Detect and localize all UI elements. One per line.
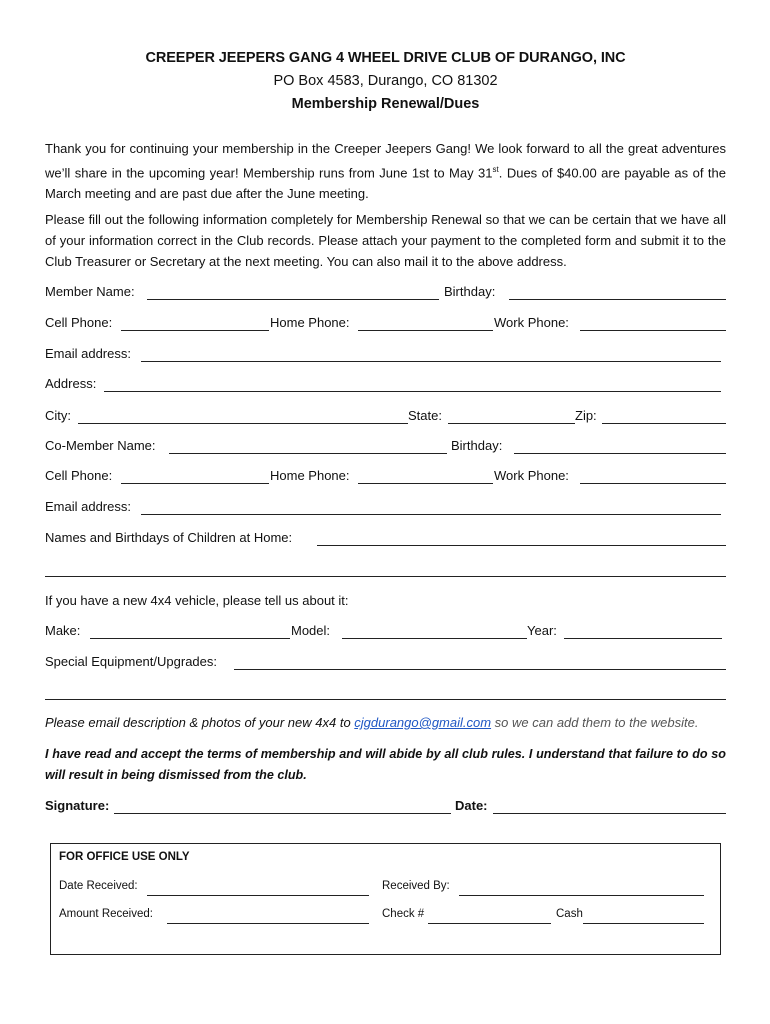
co-member-cell-phone-label: Cell Phone:	[45, 468, 113, 483]
special-equipment-label: Special Equipment/Upgrades:	[45, 654, 217, 669]
intro-text-b: . Dues of $40.00 are payable as of the March meeting and are past due after the June meeting.	[45, 165, 727, 202]
co-member-home-phone-label: Home Phone:	[270, 468, 350, 483]
children-field[interactable]	[317, 545, 726, 546]
co-member-work-phone-field[interactable]	[580, 483, 726, 484]
member-cell-phone-label: Cell Phone:	[45, 315, 113, 330]
member-birthday-field[interactable]	[509, 299, 726, 300]
year-field[interactable]	[564, 638, 722, 639]
signature-field[interactable]	[114, 813, 451, 814]
signature-label: Signature:	[45, 798, 110, 813]
photo-note-after: so we can add them to the website.	[491, 715, 699, 730]
member-phone-row	[45, 315, 726, 333]
co-member-cell-phone-field[interactable]	[121, 483, 269, 484]
date-received-label: Date Received:	[59, 880, 138, 892]
intro-paragraph-2: Please fill out the following information completely for Membership Renewal so that we can be certain that we have all of your information correct in the Club records. Please attach your payment to the completed form and submit it to the Club Treasurer or Secretary at the next meeting. You can also mail it to the above address.	[45, 212, 726, 269]
member-cell-phone-field[interactable]	[121, 330, 269, 331]
member-email-row	[45, 346, 726, 364]
member-home-phone-field[interactable]	[358, 330, 493, 331]
member-name-row	[45, 284, 726, 302]
special-equipment-row	[45, 654, 726, 672]
club-address: PO Box 4583, Durango, CO 81302	[273, 73, 498, 89]
member-name-label: Member Name:	[45, 284, 135, 299]
co-member-home-phone-field[interactable]	[358, 483, 493, 484]
signature-date-field[interactable]	[493, 813, 726, 814]
state-label: State:	[408, 408, 442, 423]
co-member-email-field[interactable]	[141, 514, 721, 515]
co-member-email-label: Email address:	[45, 499, 131, 514]
city-state-zip-row	[45, 408, 726, 426]
member-home-phone-label: Home Phone:	[270, 315, 350, 330]
city-label: City:	[45, 408, 71, 423]
office-amount-row	[59, 908, 709, 926]
signature-row	[45, 798, 726, 816]
co-member-email-row	[45, 499, 726, 517]
received-by-field[interactable]	[459, 895, 704, 896]
children-field-line-2[interactable]	[45, 576, 726, 577]
co-member-phone-row	[45, 468, 726, 486]
member-email-field[interactable]	[141, 361, 721, 362]
year-label: Year:	[527, 623, 557, 638]
zip-label: Zip:	[575, 408, 597, 423]
terms-statement: I have read and accept the terms of membership and will abide by all club rules. I understand that failure to do so will result in being dismissed from the club.	[45, 747, 726, 782]
cash-field[interactable]	[583, 923, 704, 924]
intro-superscript: st	[492, 165, 499, 174]
address-label: Address:	[45, 376, 97, 391]
form-subtitle: Membership Renewal/Dues	[291, 96, 480, 112]
member-name-field[interactable]	[147, 299, 439, 300]
check-number-label: Check #	[382, 908, 425, 920]
children-row	[45, 530, 726, 548]
office-received-row	[59, 880, 709, 898]
special-equipment-field[interactable]	[234, 669, 726, 670]
model-field[interactable]	[342, 638, 527, 639]
cash-label: Cash	[556, 908, 583, 920]
amount-received-field[interactable]	[167, 923, 369, 924]
member-email-label: Email address:	[45, 346, 131, 361]
co-member-work-phone-label: Work Phone:	[494, 468, 569, 483]
make-field[interactable]	[90, 638, 290, 639]
member-work-phone-label: Work Phone:	[494, 315, 569, 330]
special-equipment-line-2[interactable]	[45, 699, 726, 700]
signature-date-label: Date:	[455, 798, 488, 813]
address-field[interactable]	[104, 391, 721, 392]
club-email-link[interactable]: cjgdurango@gmail.com	[354, 715, 492, 730]
zip-field[interactable]	[602, 423, 726, 424]
photo-note-before: Please email description & photos of your new 4x4 to	[45, 715, 355, 730]
office-use-title: FOR OFFICE USE ONLY	[59, 851, 190, 863]
co-member-row	[45, 438, 726, 456]
model-label: Model:	[291, 623, 331, 638]
co-member-name-field[interactable]	[169, 453, 447, 454]
co-member-name-label: Co-Member Name:	[45, 438, 156, 453]
address-row	[45, 376, 726, 394]
make-label: Make:	[45, 623, 81, 638]
vehicle-prompt: If you have a new 4x4 vehicle, please tell us about it:	[45, 593, 349, 608]
state-field[interactable]	[448, 423, 575, 424]
intro-text-a: Thank you for continuing your membership in the Creeper Jeepers Gang! We look forward to all the great adventures we’ll share in the upcoming year! Membership runs from June 1st to May 31	[45, 141, 726, 181]
intro-paragraph-1	[45, 138, 726, 204]
city-field[interactable]	[78, 423, 408, 424]
vehicle-row	[45, 623, 726, 641]
received-by-label: Received By:	[382, 880, 450, 892]
children-label: Names and Birthdays of Children at Home:	[45, 530, 293, 545]
amount-received-label: Amount Received:	[59, 908, 153, 920]
member-work-phone-field[interactable]	[580, 330, 726, 331]
co-member-birthday-label: Birthday:	[451, 438, 503, 453]
member-birthday-label: Birthday:	[444, 284, 496, 299]
office-use-box	[50, 843, 721, 955]
date-received-field[interactable]	[147, 895, 369, 896]
check-number-field[interactable]	[428, 923, 551, 924]
co-member-birthday-field[interactable]	[514, 453, 726, 454]
club-title: CREEPER JEEPERS GANG 4 WHEEL DRIVE CLUB OF DURANGO, INC	[145, 50, 626, 66]
photo-note	[45, 715, 726, 733]
